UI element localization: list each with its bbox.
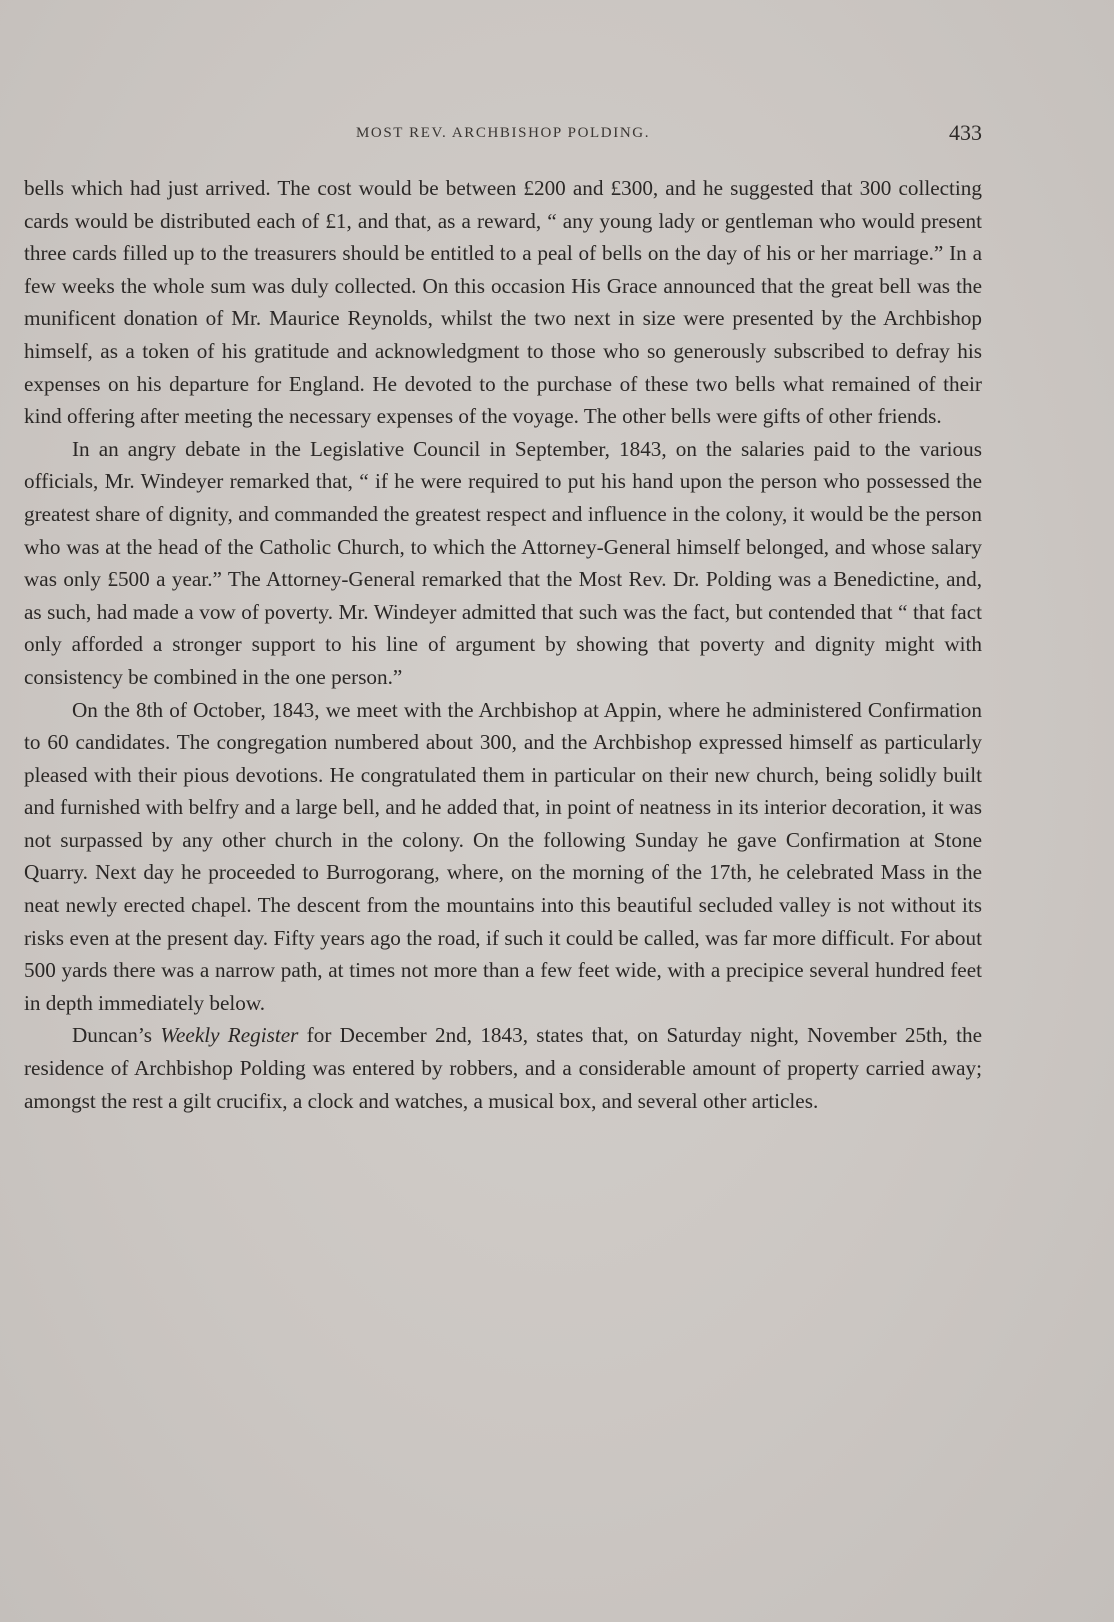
paragraph-legislative-debate: In an angry debate in the Legislative Council in September, 1843, on the salaries paid to the various officials, Mr. Windeyer remarked that, “ if he were required to put his hand upon the person who possessed the greatest share of dignity, and commanded the greatest respect and influence in the colony, it would be the person who was at the head of the Catholic Church, to which the Attorney-General himself belonged, and whose salary was only £500 a year.” The Attorney-General remarked that the Most Rev. Dr. Polding was a Benedictine, and, as such, had made a vow of poverty. Mr. Windeyer admitted that such was the fact, but contended that “ that fact only afforded a stronger support to his line of argument by showing that poverty and dignity might with consistency be combined in the one person.” (24, 436, 982, 689)
newspaper-title: Weekly Register (160, 1023, 299, 1048)
body-text (24, 172, 982, 1117)
paragraph-appin-confirmation: On the 8th of October, 1843, we meet with the Archbishop at Appin, where he administered Confirmation to 60 candidates. The congregation numbered about 300, and the Archbishop expressed himself as particularly pleased with their pious devotions. He congratulated them in particular on their new church, being solidly built and furnished with belfry and a large bell, and he added that, in point of neatness in its interior decoration, it was not surpassed by any other church in the colony. On the following Sunday he gave Confirmation at Stone Quarry. Next day he proceeded to Burrogorang, where, on the morning of the 17th, he celebrated Mass in the neat newly erected chapel. The descent from the mountains into this beautiful secluded valley is not without its risks even at the present day. Fifty years ago the road, if such it could be called, was far more difficult. For about 500 yards there was a narrow path, at times not more than a few feet wide, with a precipice several hundred feet in depth immediately below. (24, 697, 982, 1015)
running-title: MOST REV. ARCHBISHOP POLDING. (355, 125, 651, 141)
robbery-lead-text: Duncan’s (72, 1023, 161, 1048)
paragraph-robbery (24, 1019, 982, 1117)
robbery-rest-text: for December 2nd, 1843, states that, on Saturday night, November 25th, the residence of Archbishop Polding was entered by robbers, and a considerable amount of property carried away; amongst the rest a gilt crucifix, a clock and watches, a musical box, and several other articles. (24, 1023, 982, 1113)
running-header (24, 120, 982, 146)
paragraph-bells: bells which had just arrived. The cost would be between £200 and £300, and he suggested that 300 collecting cards would be distributed each of £1, and that, as a reward, “ any young lady or gentleman who would present three cards filled up to the treasurers should be entitled to a peal of bells on the day of his or her marriage.” In a few weeks the whole sum was duly collected. On this occasion His Grace announced that the great bell was the munificent donation of Mr. Maurice Reynolds, whilst the two next in size were presented by the Archbishop himself, as a token of his gratitude and acknowledgment to those who so generously subscribed to defray his expenses on his departure for England. He devoted to the purchase of these two bells what remained of their kind offering after meeting the necessary expenses of the voyage. The other bells were gifts of other friends. (24, 176, 982, 429)
page-number: 433 (949, 120, 982, 145)
